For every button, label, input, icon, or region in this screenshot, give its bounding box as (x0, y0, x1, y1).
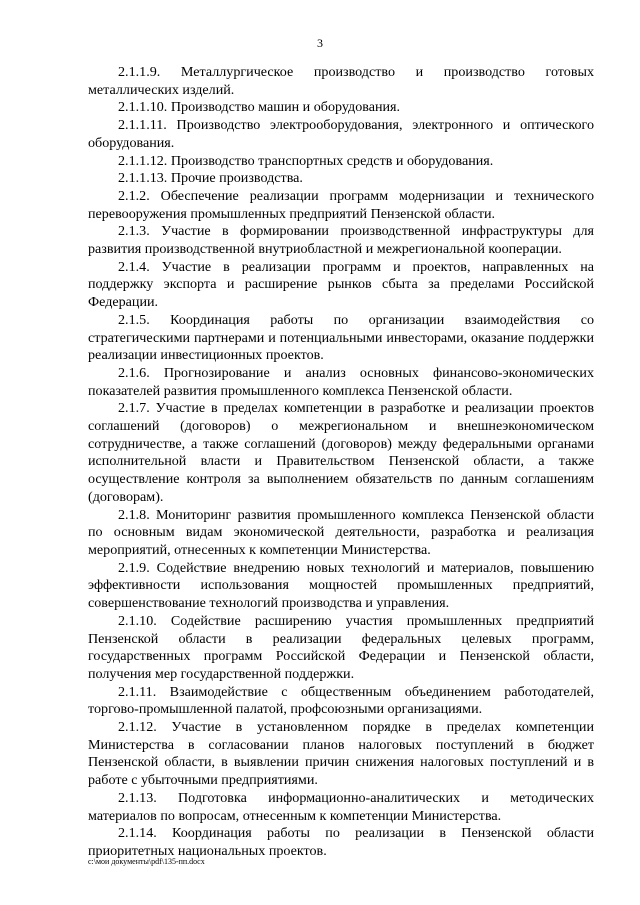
paragraph-2-1-6: 2.1.6. Прогнозирование и анализ основных финансово-экономических показателей развития промышленного комплекса Пензенской области. (88, 364, 594, 399)
paragraph-2-1-1-9: 2.1.1.9. Металлургическое производство и производство готовых металлических изделий. (88, 64, 594, 98)
footer-file-path: c:\мои документы\pdf\135-пп.docx (88, 857, 205, 866)
paragraph-2-1-14: 2.1.14. Координация работы по реализации в Пензенской области приоритетных национальных проектов. (88, 825, 594, 859)
paragraph-2-1-7: 2.1.7. Участие в пределах компетенции в разработке и реализации проектов соглашений (договоров) о межрегиональном и внешнеэкономическом сотрудничестве, а также соглашений (договоров) между федеральными органами исполнительной власти и Правительством Пензенской области, а также осуществление контроля за выполнением обязательств по данным соглашениям (договорам). (88, 400, 594, 505)
paragraph-2-1-3: 2.1.3. Участие в формировании производственной инфраструктуры для развития производственной внутриобластной и межрегиональной кооперации. (88, 223, 594, 258)
paragraph-2-1-1-11: 2.1.1.11. Производство электрооборудования, электронного и оптического оборудования. (88, 117, 594, 151)
paragraph-2-1-2: 2.1.2. Обеспечение реализации программ модернизации и технического перевооружения промышленных предприятий Пензенской области. (88, 187, 594, 222)
paragraph-2-1-1-13: 2.1.1.13. Прочие производства. (118, 170, 303, 187)
page-number: 3 (317, 36, 323, 50)
paragraph-2-1-1-10: 2.1.1.10. Производство машин и оборудования. (118, 99, 401, 116)
document-body (88, 64, 594, 861)
paragraph-2-1-10: 2.1.10. Содействие расширению участия промышленных предприятий Пензенской области в реализации федеральных целевых программ, государственных программ Российской Федерации и Пензенской области, получения мер государственной поддержки. (88, 612, 594, 682)
paragraph-2-1-1-12: 2.1.1.12. Производство транспортных средств и оборудования. (118, 152, 494, 169)
paragraph-2-1-5: 2.1.5. Координация работы по организации взаимодействия со стратегическими партнерами и потенциальными инвесторами, оказание поддержки реализации инвестиционных проектов. (88, 311, 594, 364)
paragraph-2-1-4: 2.1.4. Участие в реализации программ и проектов, направленных на поддержку экспорта и расширение рынков сбыта за пределами Российской Федерации. (88, 258, 594, 311)
paragraph-2-1-8: 2.1.8. Мониторинг развития промышленного комплекса Пензенской области по основным видам экономической деятельности, разработка и реализация мероприятий, отнесенных к компетенции Министерства. (88, 506, 594, 558)
paragraph-2-1-9: 2.1.9. Содействие внедрению новых технологий и материалов, повышению эффективности использования мощностей промышленных предприятий, совершенствование технологий производства и управления. (88, 559, 594, 612)
paragraph-2-1-13: 2.1.13. Подготовка информационно-аналитических и методических материалов по вопросам, отнесенным к компетенции Министерства. (88, 789, 594, 824)
paragraph-2-1-11: 2.1.11. Взаимодействие с общественным объединением работодателей, торгово-промышленной палатой, профсоюзными организациями. (88, 683, 594, 718)
paragraph-2-1-12: 2.1.12. Участие в установленном порядке в пределах компетенции Министерства в согласовании планов налоговых поступлений в бюджет Пензенской области, в выявлении причин снижения налоговых поступлений и в работе с убыточными предприятиями. (88, 719, 594, 789)
